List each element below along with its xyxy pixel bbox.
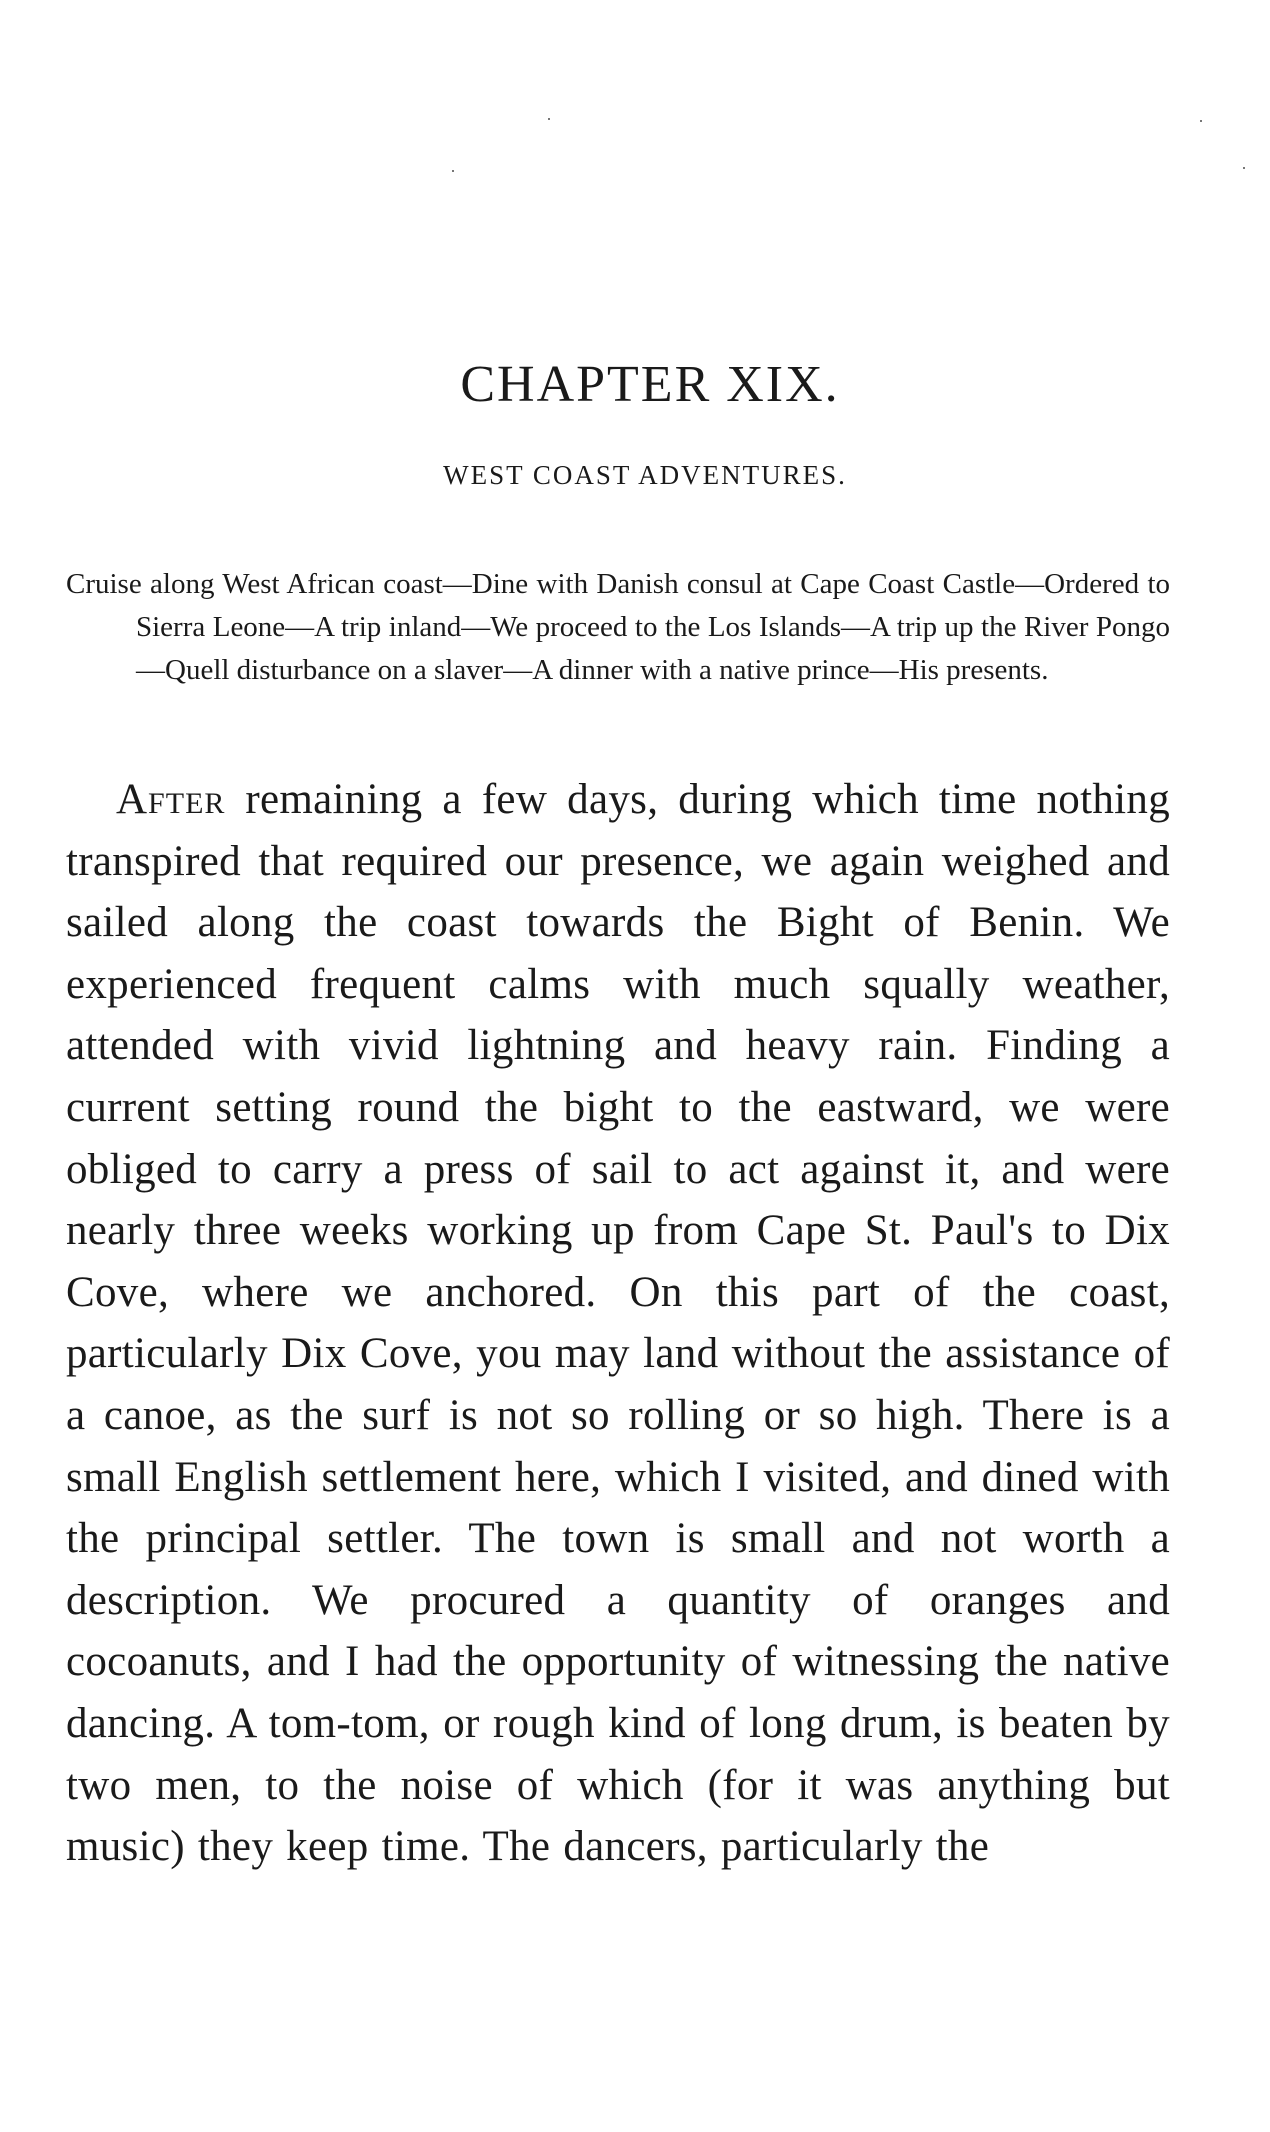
paragraph-text: remaining a few days, during which time nothing transpired that required our presence, we again weighed and sailed along the coast towards the Bight of Benin. We experienced frequent calms with much squally weather, attended with vivid lightning and heavy rain. Finding a current setting round the bight to the eastward, we were obliged to carry a press of sail to act against it, and were nearly three weeks working up from Cape St. Paul's to Dix Cove, where we anchored. On this part of the coast, particularly Dix Cove, you may land without the assistance of a canoe, as the surf is not so rolling or so high. There is a small English settlement here, which I visited, and dined with the principal settler. The town is small and not worth a description. We procured a quantity of oranges and cocoanuts, and I had the opportunity of witnessing the native dancing. A tom-tom, or rough kind of long drum, is beaten by two men, to the noise of which (for it was anything but music) they keep time. The dancers, particularly the	[66, 776, 1170, 1871]
scan-speck	[452, 170, 454, 172]
chapter-subtitle: WEST COAST ADVENTURES.	[443, 460, 847, 490]
scan-speck	[1243, 167, 1245, 169]
paragraph-lead-word: After	[116, 776, 226, 823]
scan-speck	[548, 118, 550, 120]
chapter-synopsis: Cruise along West African coast—Dine with Danish consul at Cape Coast Castle—Ordered to Sierra Leone—A trip inland—We proceed to the Los Islands—A trip up the River Pongo—Quell disturbance on a slaver—A dinner with a native prince—His presents.	[66, 568, 1170, 686]
body-paragraph	[66, 769, 1170, 1878]
chapter-title: CHAPTER XIX.	[460, 356, 840, 413]
scan-speck	[1200, 120, 1202, 122]
